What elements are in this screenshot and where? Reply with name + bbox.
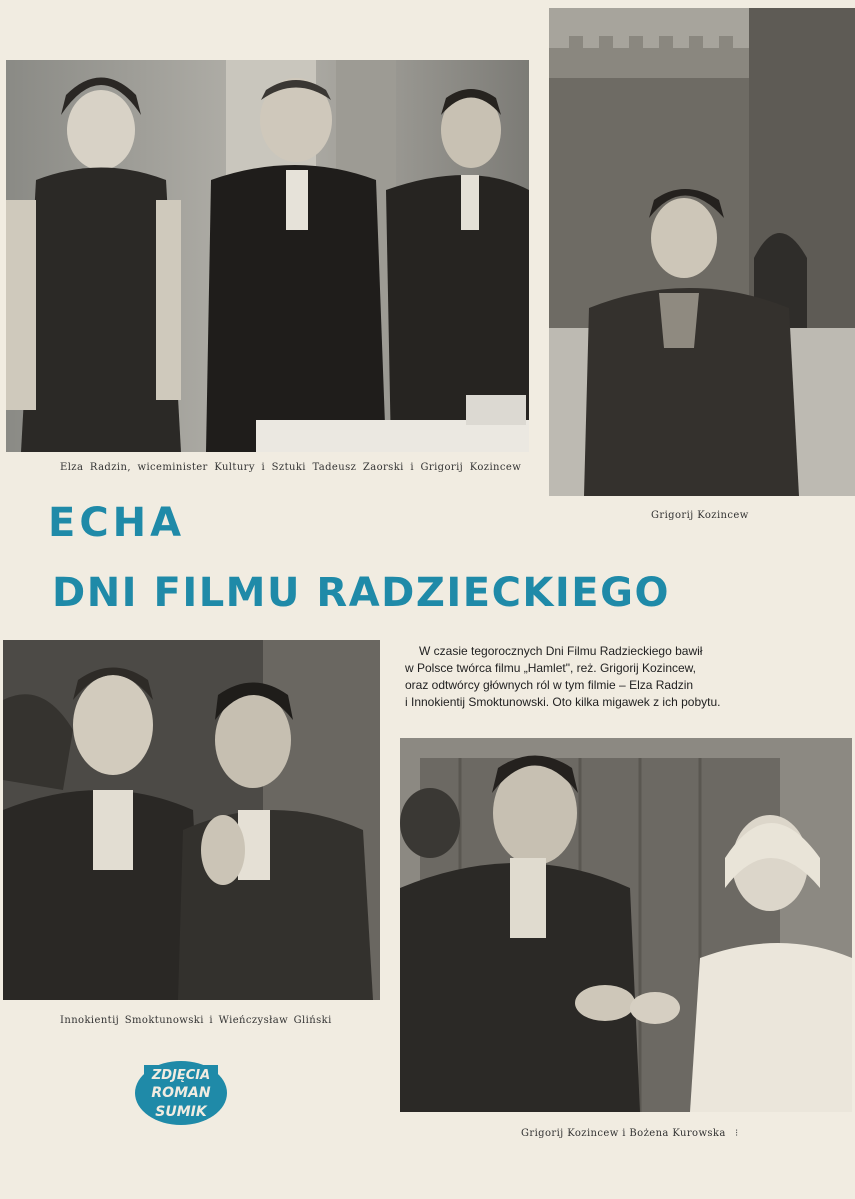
photo-smoktunowski-glinski (3, 640, 380, 1000)
decorative-dots: ⁝ (735, 1128, 739, 1139)
intro-line: W czasie tegorocznych Dni Filmu Radzieckiego bawił (419, 644, 703, 658)
photo-reception-group (6, 60, 529, 452)
credit-line-1: ZDJĘCIA (151, 1068, 211, 1083)
photo-kozincew-kurowska (400, 738, 852, 1112)
intro-line: i Innokientij Smoktunowski. Oto kilka migawek z ich pobytu. (405, 695, 721, 709)
caption-kozincew-kurowska: Grigorij Kozincew i Bożena Kurowska (521, 1128, 726, 1139)
intro-paragraph (405, 643, 790, 711)
caption-smoktunowski-glinski: Innokientij Smoktunowski i Wieńczysław Gliński (60, 1015, 332, 1026)
photo-kozincew-portrait (549, 8, 855, 496)
headline-line-1: ECHA (48, 500, 186, 546)
caption-reception-group: Elza Radzin, wiceminister Kultury i Sztuki Tadeusz Zaorski i Grigorij Kozincew (60, 462, 522, 473)
headline-line-2: DNI FILMU RADZIECKIEGO (52, 570, 670, 616)
photo-credit-badge (134, 1060, 228, 1126)
credit-line-3: SUMIK (155, 1104, 207, 1120)
intro-line: oraz odtwórcy głównych ról w tym filmie – Elza Radzin (405, 678, 694, 692)
intro-line: w Polsce twórca filmu „Hamlet", reż. Grigorij Kozincew, (405, 661, 697, 675)
credit-line-2: ROMAN (151, 1085, 211, 1101)
caption-kozincew-portrait: Grigorij Kozincew (651, 510, 749, 521)
